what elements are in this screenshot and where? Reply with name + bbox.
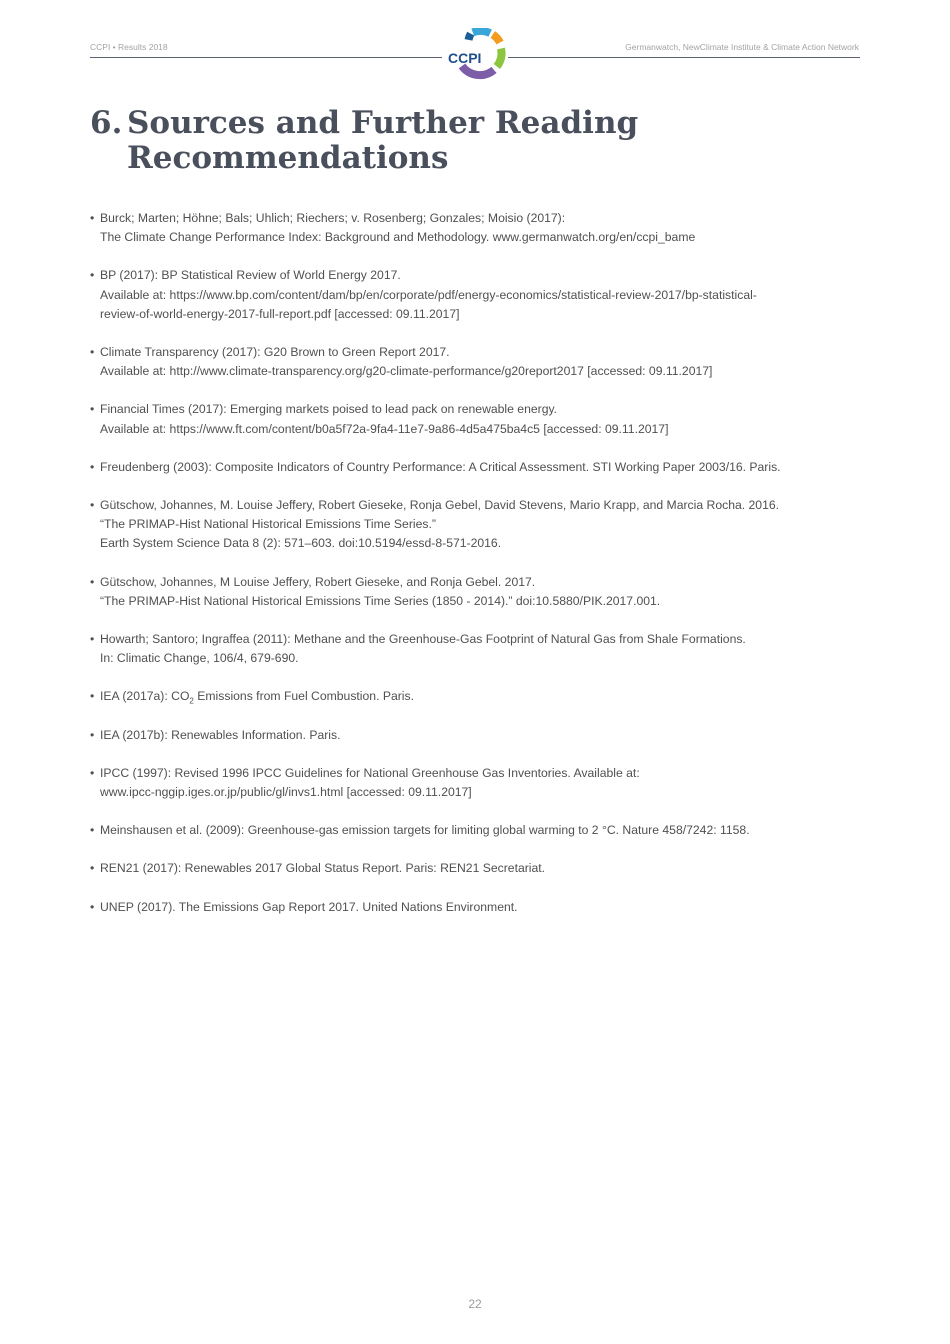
reference-line: • Howarth; Santoro; Ingraffea (2011): Methane and the Greenhouse-Gas Footprint of Natural Gas from Shale Formations.	[100, 632, 746, 647]
reference-line: • Meinshausen et al. (2009): Greenhouse-gas emission targets for limiting global warming to 2 °C. Nature 458/7242: 1158.	[100, 823, 750, 838]
reference-item	[90, 630, 860, 668]
reference-line: Available at: https://www.bp.com/content/dam/bp/en/corporate/pdf/energy-economics/statistical-review-2017/bp-statistical-	[100, 287, 757, 302]
header-publishers: Germanwatch, NewClimate Institute & Climate Action Network	[625, 42, 859, 52]
reference-line: • Financial Times (2017): Emerging markets poised to lead pack on renewable energy.	[100, 402, 558, 417]
reference-line: Earth System Science Data 8 (2): 571–603. doi:10.5194/essd-8-571-2016.	[100, 536, 502, 551]
reference-line: • Gütschow, Johannes, M Louise Jeffery, Robert Gieseke, and Ronja Gebel. 2017.	[100, 574, 536, 589]
reference-item	[90, 687, 860, 706]
section-title: Sources and Further Reading Recommendations	[127, 105, 639, 176]
ccpi-logo	[444, 28, 508, 86]
reference-line: Available at: https://www.ft.com/content/b0a5f72a-9fa4-11e7-9a86-4d5a475ba4c5 [accessed: 09.11.2017]	[100, 421, 669, 436]
reference-line: • IPCC (1997): Revised 1996 IPCC Guidelines for National Greenhouse Gas Inventories. Available at:	[100, 765, 640, 780]
reference-item	[90, 898, 860, 917]
reference-text: IEA (2017a): CO	[100, 689, 190, 704]
page-title	[90, 106, 870, 176]
reference-line: • Freudenberg (2003): Composite Indicators of Country Performance: A Critical Assessment. STI Working Paper 2003/16. Paris.	[100, 459, 781, 474]
logo-text: CCPI	[448, 50, 482, 66]
reference-item	[90, 343, 860, 381]
reference-line: • UNEP (2017). The Emissions Gap Report 2017. United Nations Environment.	[100, 899, 518, 914]
reference-item	[90, 266, 860, 324]
reference-line: • BP (2017): BP Statistical Review of World Energy 2017.	[100, 268, 401, 283]
logo-arc-blue-2	[473, 31, 490, 33]
reference-line	[100, 687, 860, 706]
header-report-label: CCPI • Results 2018	[90, 42, 168, 52]
reference-item	[90, 821, 860, 840]
subscript: 2	[189, 696, 194, 706]
reference-item	[90, 573, 860, 611]
header-rule-left	[90, 57, 442, 58]
reference-line: Available at: http://www.climate-transparency.org/g20-climate-performance/g20report2017 [accessed: 09.11.2017]	[100, 364, 713, 379]
reference-item	[90, 726, 860, 745]
reference-line: The Climate Change Performance Index: Background and Methodology. www.germanwatch.org/en/ccpi_bame	[100, 230, 696, 245]
reference-item	[90, 458, 860, 477]
reference-item	[90, 209, 860, 247]
reference-item	[90, 400, 860, 438]
logo-arc-orange	[493, 34, 500, 42]
logo-arc-blue-1	[469, 34, 471, 40]
reference-line: • Burck; Marten; Höhne; Bals; Uhlich; Riechers; v. Rosenberg; Gonzales; Moisio (2017):	[100, 211, 566, 225]
section-number: 6.	[90, 105, 123, 141]
reference-item	[90, 859, 860, 878]
reference-line: • Climate Transparency (2017): G20 Brown to Green Report 2017.	[100, 345, 450, 360]
reference-line: • Gütschow, Johannes, M. Louise Jeffery, Robert Gieseke, Ronja Gebel, David Stevens, Mario Krapp, and Marcia Rocha. 2016.	[100, 498, 780, 513]
reference-text: Emissions from Fuel Combustion. Paris.	[193, 689, 414, 704]
reference-line: www.ipcc-nggip.iges.or.jp/public/gl/invs1.html [accessed: 09.11.2017]	[100, 785, 472, 800]
reference-line: • IEA (2017b): Renewables Information. Paris.	[100, 727, 341, 742]
reference-line: “The PRIMAP-Hist National Historical Emissions Time Series.”	[100, 517, 436, 532]
reference-line: In: Climatic Change, 106/4, 679-690.	[100, 651, 299, 666]
reference-item	[90, 496, 860, 554]
reference-line: review-of-world-energy-2017-full-report.pdf [accessed: 09.11.2017]	[100, 306, 460, 321]
reference-line: “The PRIMAP-Hist National Historical Emissions Time Series (1850 - 2014).” doi:10.5880/PIK.2017.001.	[100, 593, 661, 608]
reference-line: • REN21 (2017): Renewables 2017 Global Status Report. Paris: REN21 Secretariat.	[100, 861, 546, 876]
logo-arc-green	[497, 49, 502, 67]
header-rule-right	[508, 57, 860, 58]
reference-item	[90, 764, 860, 802]
reference-list	[90, 209, 860, 936]
logo-arc-purple	[462, 66, 494, 75]
page-number: 22	[468, 1297, 482, 1311]
